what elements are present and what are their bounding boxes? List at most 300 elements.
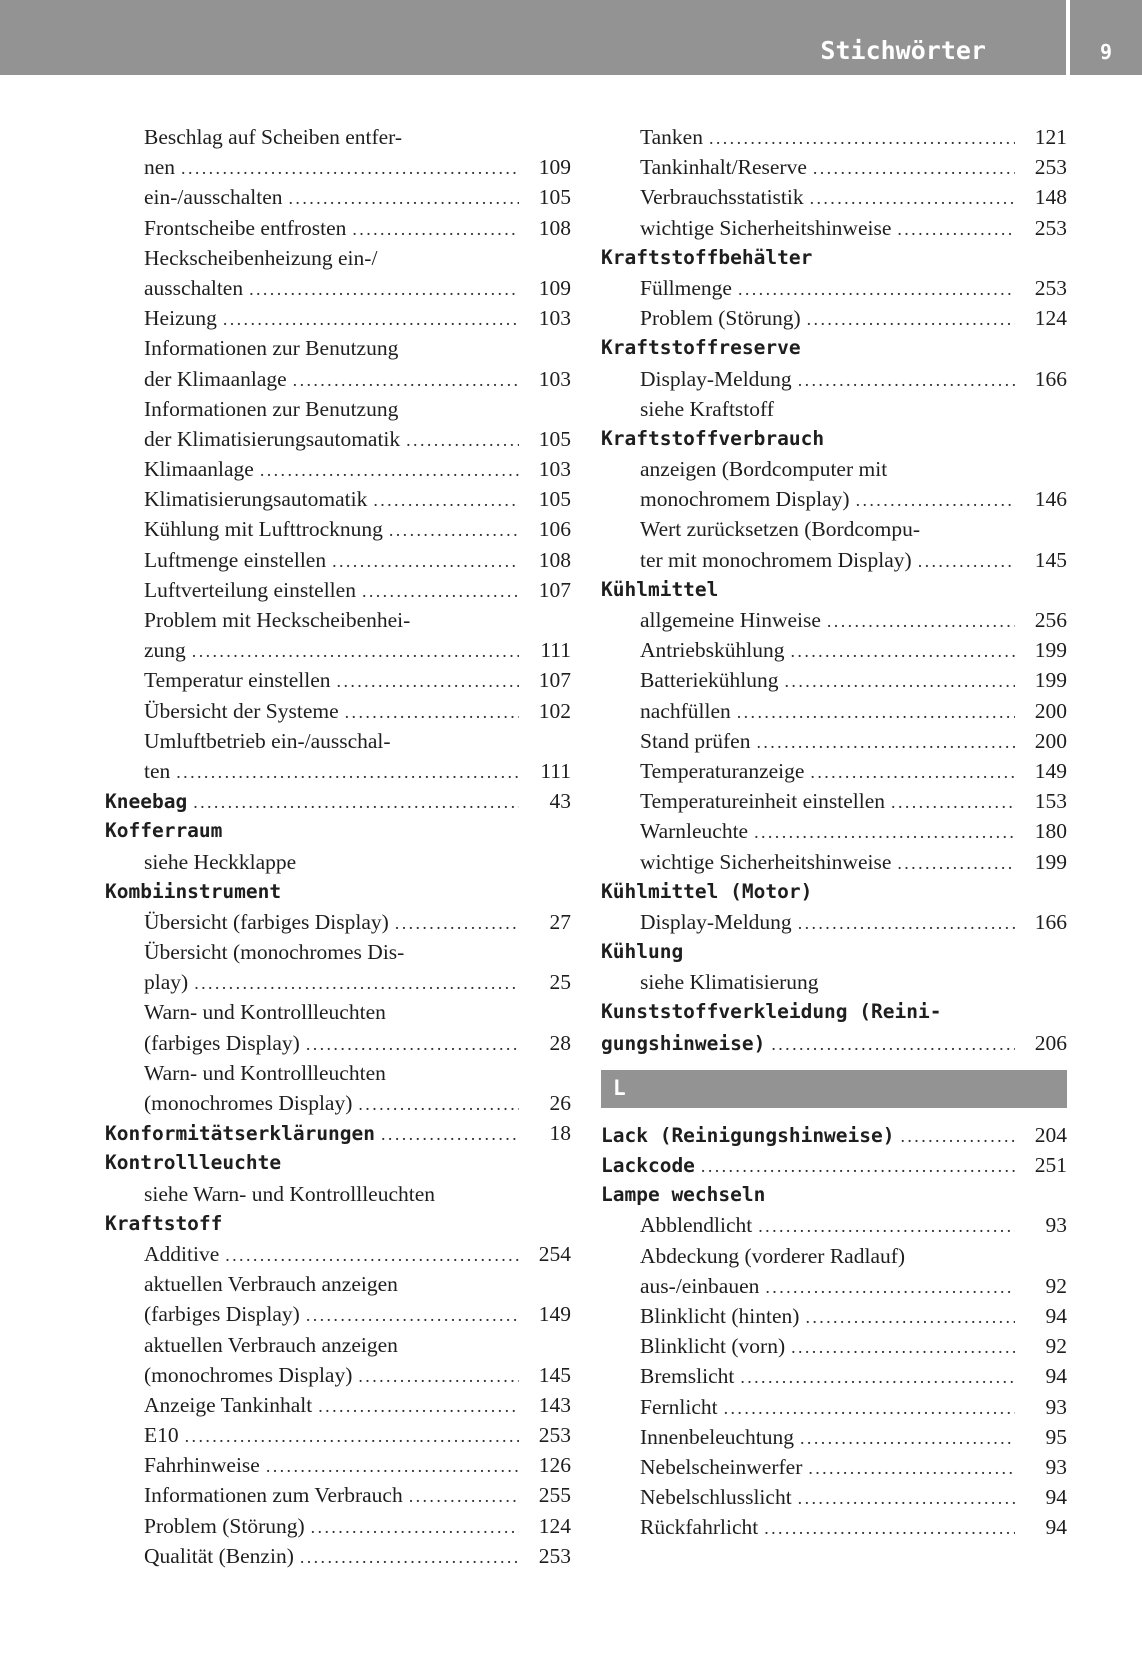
dot-leader — [798, 1483, 1015, 1513]
dot-leader — [373, 485, 519, 515]
entry-text: Fernlicht — [640, 1394, 718, 1419]
page-reference: 94 — [1045, 1515, 1067, 1540]
index-subentry — [105, 937, 571, 967]
entry-text: ter mit monochromem Display) — [640, 547, 912, 572]
index-subentry — [105, 756, 571, 786]
index-subentry — [105, 1541, 571, 1571]
entry-text: siehe Klimatisierung — [640, 970, 819, 995]
entry-text: Heizung — [144, 306, 217, 331]
dot-leader — [758, 1211, 1015, 1241]
index-subentry — [601, 907, 1067, 937]
dot-leader — [771, 1029, 1015, 1059]
dot-leader — [738, 274, 1015, 304]
entry-text: der Klimatisierungsautomatik — [144, 426, 401, 451]
dot-leader — [756, 727, 1015, 757]
page-reference: 199 — [1034, 638, 1067, 663]
entry-text: Kofferraum — [105, 819, 223, 843]
page-reference: 105 — [538, 185, 571, 210]
page-reference: 124 — [538, 1513, 571, 1538]
entry-text: Display-Meldung — [640, 909, 792, 934]
index-entry — [105, 816, 571, 846]
index-subentry — [105, 394, 571, 424]
entry-text: Klimatisierungsautomatik — [144, 487, 368, 512]
index-subentry — [105, 967, 571, 997]
entry-text: Kunststoffverkleidung (Reini- — [601, 1000, 942, 1024]
index-subentry — [601, 1361, 1067, 1391]
dot-leader — [800, 1423, 1015, 1453]
entry-text: ein-/ausschalten — [144, 185, 283, 210]
index-subentry — [601, 364, 1067, 394]
page-reference: 256 — [1034, 608, 1067, 632]
index-subentry — [601, 665, 1067, 695]
entry-text: Nebelschlusslicht — [640, 1485, 792, 1510]
index-entry — [601, 575, 1067, 605]
index-subentry — [105, 696, 571, 726]
index-subentry — [105, 1420, 571, 1450]
entry-text: Kraftstoffverbrauch — [601, 426, 825, 450]
index-entry — [601, 424, 1067, 454]
dot-leader — [300, 1542, 519, 1572]
dot-leader — [798, 365, 1015, 395]
dot-leader — [856, 485, 1015, 515]
entry-text: siehe Heckklappe — [144, 849, 297, 874]
index-subentry — [105, 1480, 571, 1510]
index-subentry — [601, 273, 1067, 303]
entry-text: Blinklicht (vorn) — [640, 1334, 786, 1359]
dot-leader — [395, 908, 519, 938]
page-reference: 111 — [540, 758, 571, 783]
index-subentry — [105, 1299, 571, 1329]
index-subentry — [105, 303, 571, 333]
dot-leader — [223, 304, 519, 334]
page-reference: 108 — [538, 215, 571, 240]
page-reference: 253 — [1034, 215, 1067, 240]
entry-text: ten — [144, 758, 171, 783]
page-reference: 253 — [1034, 155, 1067, 180]
index-subentry — [105, 1360, 571, 1390]
index-subentry — [105, 1088, 571, 1118]
entry-text: Kneebag — [105, 790, 188, 814]
entry-text: Kraftstoff — [105, 1211, 223, 1235]
entry-text: Kühlmittel — [601, 577, 719, 601]
entry-text: Klimaanlage — [144, 457, 254, 482]
entry-text: Luftverteilung einstellen — [144, 577, 356, 602]
entry-text: Wert zurücksetzen (Bordcompu- — [640, 517, 921, 542]
index-subentry — [601, 1301, 1067, 1331]
entry-text: nen — [144, 155, 176, 180]
page-number: 9 — [1099, 40, 1113, 64]
dot-leader — [306, 1029, 519, 1059]
entry-text: wichtige Sicherheitshinweise — [640, 849, 892, 874]
dot-leader — [362, 576, 519, 606]
dot-leader — [409, 1481, 519, 1511]
entry-text: ausschalten — [144, 275, 244, 300]
entry-text: anzeigen (Bordcomputer mit — [640, 457, 888, 482]
dot-leader — [249, 274, 519, 304]
page-reference: 26 — [549, 1091, 571, 1115]
entry-text: Tankinhalt/Reserve — [640, 155, 807, 180]
entry-text: monochromem Display) — [640, 487, 850, 512]
dot-leader — [709, 123, 1015, 153]
index-entry — [105, 877, 571, 907]
index-subentry — [105, 454, 571, 484]
dot-leader — [785, 666, 1015, 696]
page-reference: 143 — [538, 1392, 571, 1417]
index-entry — [601, 1150, 1067, 1180]
page-reference: 251 — [1034, 1153, 1067, 1177]
page-reference: 93 — [1045, 1454, 1067, 1479]
page-reference: 103 — [538, 457, 571, 482]
dot-leader — [724, 1393, 1015, 1423]
index-subentry — [105, 182, 571, 212]
entry-text: Nebelscheinwerfer — [640, 1454, 803, 1479]
index-subentry — [601, 1331, 1067, 1361]
entry-text: Kontrollleuchte — [105, 1151, 282, 1175]
page-reference: 111 — [540, 638, 571, 663]
index-entry — [601, 1028, 1067, 1058]
entry-text: play) — [144, 970, 189, 995]
index-entry — [105, 1209, 571, 1239]
index-subentry — [105, 726, 571, 756]
entry-text: aus-/einbauen — [640, 1273, 760, 1298]
entry-text: Blinklicht (hinten) — [640, 1303, 800, 1328]
index-entry — [105, 1118, 571, 1148]
dot-leader — [754, 817, 1015, 847]
index-subentry — [601, 1271, 1067, 1301]
page-reference: 153 — [1034, 789, 1067, 814]
index-subentry — [601, 454, 1067, 484]
entry-text: Kühlmittel (Motor) — [601, 879, 813, 903]
entry-text: siehe Warn- und Kontrollleuchten — [144, 1181, 436, 1206]
index-subentry — [105, 364, 571, 394]
page-reference: 92 — [1045, 1273, 1067, 1298]
dot-leader — [740, 1362, 1015, 1392]
index-subentry — [105, 907, 571, 937]
entry-text: E10 — [144, 1423, 179, 1448]
dot-leader — [813, 153, 1015, 183]
page-reference: 107 — [538, 668, 571, 693]
index-subentry — [601, 756, 1067, 786]
index-subentry — [105, 152, 571, 182]
entry-text: Kraftstoffbehälter — [601, 245, 813, 269]
page-reference: 149 — [538, 1302, 571, 1327]
index-subentry — [105, 484, 571, 514]
index-subentry — [105, 1269, 571, 1299]
dot-leader — [352, 214, 519, 244]
index-subentry — [105, 424, 571, 454]
page-reference: 166 — [1034, 909, 1067, 934]
dot-leader — [358, 1089, 519, 1119]
dot-leader — [810, 183, 1015, 213]
entry-text: Additive — [144, 1241, 220, 1266]
entry-text: Informationen zum Verbrauch — [144, 1483, 403, 1508]
index-subentry — [601, 1452, 1067, 1482]
entry-text: (farbiges Display) — [144, 1030, 300, 1055]
index-subentry — [601, 303, 1067, 333]
entry-text: Übersicht (monochromes Dis- — [144, 940, 405, 965]
entry-text: aktuellen Verbrauch anzeigen — [144, 1332, 398, 1357]
index-subentry — [601, 1241, 1067, 1271]
index-subentry — [601, 847, 1067, 877]
entry-text: Abdeckung (vorderer Radlauf) — [640, 1243, 906, 1268]
page-reference: 102 — [538, 698, 571, 723]
page-reference: 95 — [1045, 1424, 1067, 1449]
dot-leader — [808, 1453, 1015, 1483]
entry-text: der Klimaanlage — [144, 366, 287, 391]
dot-leader — [810, 757, 1015, 787]
index-subentry — [601, 635, 1067, 665]
page-reference: 94 — [1045, 1364, 1067, 1389]
entry-text: Anzeige Tankinhalt — [144, 1392, 313, 1417]
entry-text: Kombiinstrument — [105, 879, 282, 903]
index-subentry — [105, 1390, 571, 1420]
entry-text: Innenbeleuchtung — [640, 1424, 795, 1449]
index-subentry — [105, 1511, 571, 1541]
page-reference: 108 — [538, 547, 571, 572]
entry-text: Informationen zur Benutzung — [144, 336, 399, 361]
entry-text: Qualität (Benzin) — [144, 1543, 294, 1568]
dot-leader — [306, 1300, 519, 1330]
entry-text: Luftmenge einstellen — [144, 547, 327, 572]
entry-text: Lampe wechseln — [601, 1183, 766, 1207]
entry-text: Kühlung — [601, 940, 684, 964]
index-subentry — [105, 1058, 571, 1088]
page-reference: 27 — [549, 909, 571, 934]
entry-text: zung — [144, 638, 186, 663]
entry-text: Problem (Störung) — [640, 306, 801, 331]
dot-leader — [764, 1513, 1015, 1543]
dot-leader — [185, 1421, 519, 1451]
entry-text: gungshinweise) — [601, 1031, 766, 1055]
page-reference: 121 — [1034, 125, 1067, 149]
index-entry — [601, 1120, 1067, 1150]
page-reference: 105 — [538, 426, 571, 451]
index-subentry — [601, 545, 1067, 575]
index-subentry — [601, 726, 1067, 756]
index-subentry — [105, 1179, 571, 1209]
page-reference: 28 — [549, 1030, 571, 1055]
dot-leader — [289, 183, 519, 213]
entry-text: Stand prüfen — [640, 728, 751, 753]
entry-text: Tanken — [640, 125, 703, 149]
index-subentry — [601, 1482, 1067, 1512]
page-reference: 94 — [1045, 1303, 1067, 1328]
dot-leader — [389, 515, 519, 545]
dot-leader — [918, 546, 1015, 576]
entry-text: Bremslicht — [640, 1364, 735, 1389]
page-reference: 148 — [1034, 185, 1067, 210]
page-reference: 94 — [1045, 1485, 1067, 1510]
index-subentry — [105, 1239, 571, 1269]
dot-leader — [358, 1361, 519, 1391]
entry-text: Übersicht der Systeme — [144, 698, 339, 723]
index-subentry — [601, 182, 1067, 212]
page-reference: 18 — [549, 1121, 571, 1146]
index-subentry — [105, 1028, 571, 1058]
entry-text: Übersicht (farbiges Display) — [144, 909, 389, 934]
page-reference: 200 — [1034, 698, 1067, 723]
page-reference: 200 — [1034, 728, 1067, 753]
index-subentry — [105, 635, 571, 665]
page-reference: 92 — [1045, 1334, 1067, 1359]
entry-text: Lackcode — [601, 1154, 695, 1177]
page-reference: 253 — [538, 1543, 571, 1568]
entry-text: (monochromes Display) — [144, 1362, 353, 1387]
index-subentry — [601, 605, 1067, 635]
page-reference: 93 — [1045, 1213, 1067, 1238]
index-subentry — [105, 1450, 571, 1480]
dot-leader — [765, 1272, 1015, 1302]
dot-leader — [266, 1451, 519, 1481]
page-header — [0, 0, 1142, 75]
dot-leader — [345, 697, 519, 727]
page-reference: 146 — [1034, 487, 1067, 512]
entry-text: Warn- und Kontrollleuchten — [144, 1060, 386, 1085]
section-title: Stichwörter — [820, 36, 986, 65]
dot-leader — [193, 787, 519, 817]
page-reference: 124 — [1034, 306, 1067, 331]
dot-leader — [293, 365, 519, 395]
index-entry — [105, 1148, 571, 1178]
index-subentry — [105, 1330, 571, 1360]
entry-text: Lack (Reinigungshinweise) — [601, 1123, 895, 1147]
page-reference: 254 — [538, 1241, 571, 1266]
entry-text: Fahrhinweise — [144, 1453, 260, 1478]
index-entry — [601, 997, 1067, 1027]
section-letter-bar — [601, 1070, 1067, 1108]
index-subentry — [601, 1392, 1067, 1422]
dot-leader — [791, 636, 1015, 666]
page-reference: 145 — [1034, 547, 1067, 572]
entry-text: Temperatur einstellen — [144, 668, 331, 693]
dot-leader — [332, 546, 519, 576]
index-entry — [601, 243, 1067, 273]
dot-leader — [897, 848, 1015, 878]
index-entry — [601, 877, 1067, 907]
index-entry — [105, 786, 571, 816]
dot-leader — [318, 1391, 519, 1421]
dot-leader — [311, 1512, 519, 1542]
entry-text: siehe Kraftstoff — [640, 396, 774, 421]
entry-text: Verbrauchsstatistik — [640, 185, 804, 210]
index-subentry — [601, 394, 1067, 424]
entry-text: Temperatureinheit einstellen — [640, 789, 886, 814]
dot-leader — [194, 968, 519, 998]
index-subentry — [601, 816, 1067, 846]
index-subentry — [601, 1512, 1067, 1542]
page-reference: 253 — [1034, 275, 1067, 300]
index-subentry — [105, 575, 571, 605]
index-subentry — [601, 213, 1067, 243]
entry-text: Abblendlicht — [640, 1213, 753, 1238]
dot-leader — [807, 304, 1015, 334]
index-subentry — [601, 122, 1067, 152]
entry-text: (monochromes Display) — [144, 1091, 353, 1115]
dot-leader — [791, 1332, 1015, 1362]
dot-leader — [225, 1240, 519, 1270]
dot-leader — [176, 757, 519, 787]
dot-leader — [260, 455, 519, 485]
index-column-right — [601, 122, 1067, 1542]
page-reference: 93 — [1045, 1394, 1067, 1419]
dot-leader — [181, 153, 519, 183]
page-reference: 103 — [538, 366, 571, 391]
page-reference: 126 — [538, 1453, 571, 1478]
page-reference: 166 — [1034, 366, 1067, 391]
index-subentry — [601, 152, 1067, 182]
page-reference: 145 — [538, 1362, 571, 1387]
entry-text: Heckscheibenheizung ein-/ — [144, 245, 378, 270]
dot-leader — [805, 1302, 1015, 1332]
dot-leader — [192, 636, 519, 666]
index-subentry — [105, 847, 571, 877]
dot-leader — [701, 1151, 1015, 1181]
dot-leader — [381, 1119, 519, 1149]
index-column-left — [105, 122, 571, 1571]
entry-text: Kühlung mit Lufttrocknung — [144, 517, 383, 542]
index-subentry — [105, 243, 571, 273]
page-reference: 106 — [538, 517, 571, 542]
index-subentry — [601, 1422, 1067, 1452]
entry-text: Display-Meldung — [640, 366, 792, 391]
page-reference: 206 — [1034, 1030, 1067, 1055]
entry-text: Beschlag auf Scheiben entfer- — [144, 125, 403, 149]
entry-text: wichtige Sicherheitshinweise — [640, 215, 892, 240]
page-reference: 105 — [538, 487, 571, 512]
page-reference: 199 — [1034, 668, 1067, 693]
index-subentry — [601, 484, 1067, 514]
dot-leader — [891, 787, 1015, 817]
entry-text: Frontscheibe entfrosten — [144, 215, 347, 240]
page-reference: 107 — [538, 577, 571, 602]
entry-text: allgemeine Hinweise — [640, 608, 821, 632]
entry-text: Problem mit Heckscheibenhei- — [144, 608, 411, 632]
index-subentry — [601, 696, 1067, 726]
page-reference: 255 — [538, 1483, 571, 1508]
page-reference: 109 — [538, 155, 571, 180]
index-subentry — [105, 333, 571, 363]
entry-text: nachfüllen — [640, 698, 731, 723]
entry-text: Antriebskühlung — [640, 638, 785, 663]
entry-text: Füllmenge — [640, 275, 732, 300]
entry-text: (farbiges Display) — [144, 1302, 300, 1327]
index-subentry — [105, 213, 571, 243]
index-entry — [601, 1180, 1067, 1210]
page-reference: 180 — [1034, 819, 1067, 844]
page-reference: 253 — [538, 1423, 571, 1448]
index-entry — [601, 333, 1067, 363]
entry-text: Temperaturanzeige — [640, 758, 805, 783]
index-subentry — [601, 967, 1067, 997]
index-entry — [601, 937, 1067, 967]
dot-leader — [827, 606, 1015, 636]
entry-text: Warnleuchte — [640, 819, 749, 844]
page-reference: 149 — [1034, 758, 1067, 783]
dot-leader — [337, 666, 519, 696]
index-subentry — [105, 514, 571, 544]
entry-text: Konformitätserklärungen — [105, 1122, 376, 1146]
page-reference: 204 — [1034, 1122, 1067, 1147]
dot-leader — [897, 214, 1015, 244]
entry-text: Problem (Störung) — [144, 1513, 305, 1538]
index-subentry — [105, 273, 571, 303]
page-reference: 43 — [549, 789, 571, 814]
index-subentry — [601, 1210, 1067, 1240]
dot-leader — [901, 1121, 1016, 1151]
page-reference: 103 — [538, 306, 571, 331]
dot-leader — [798, 908, 1015, 938]
page-reference: 109 — [538, 275, 571, 300]
